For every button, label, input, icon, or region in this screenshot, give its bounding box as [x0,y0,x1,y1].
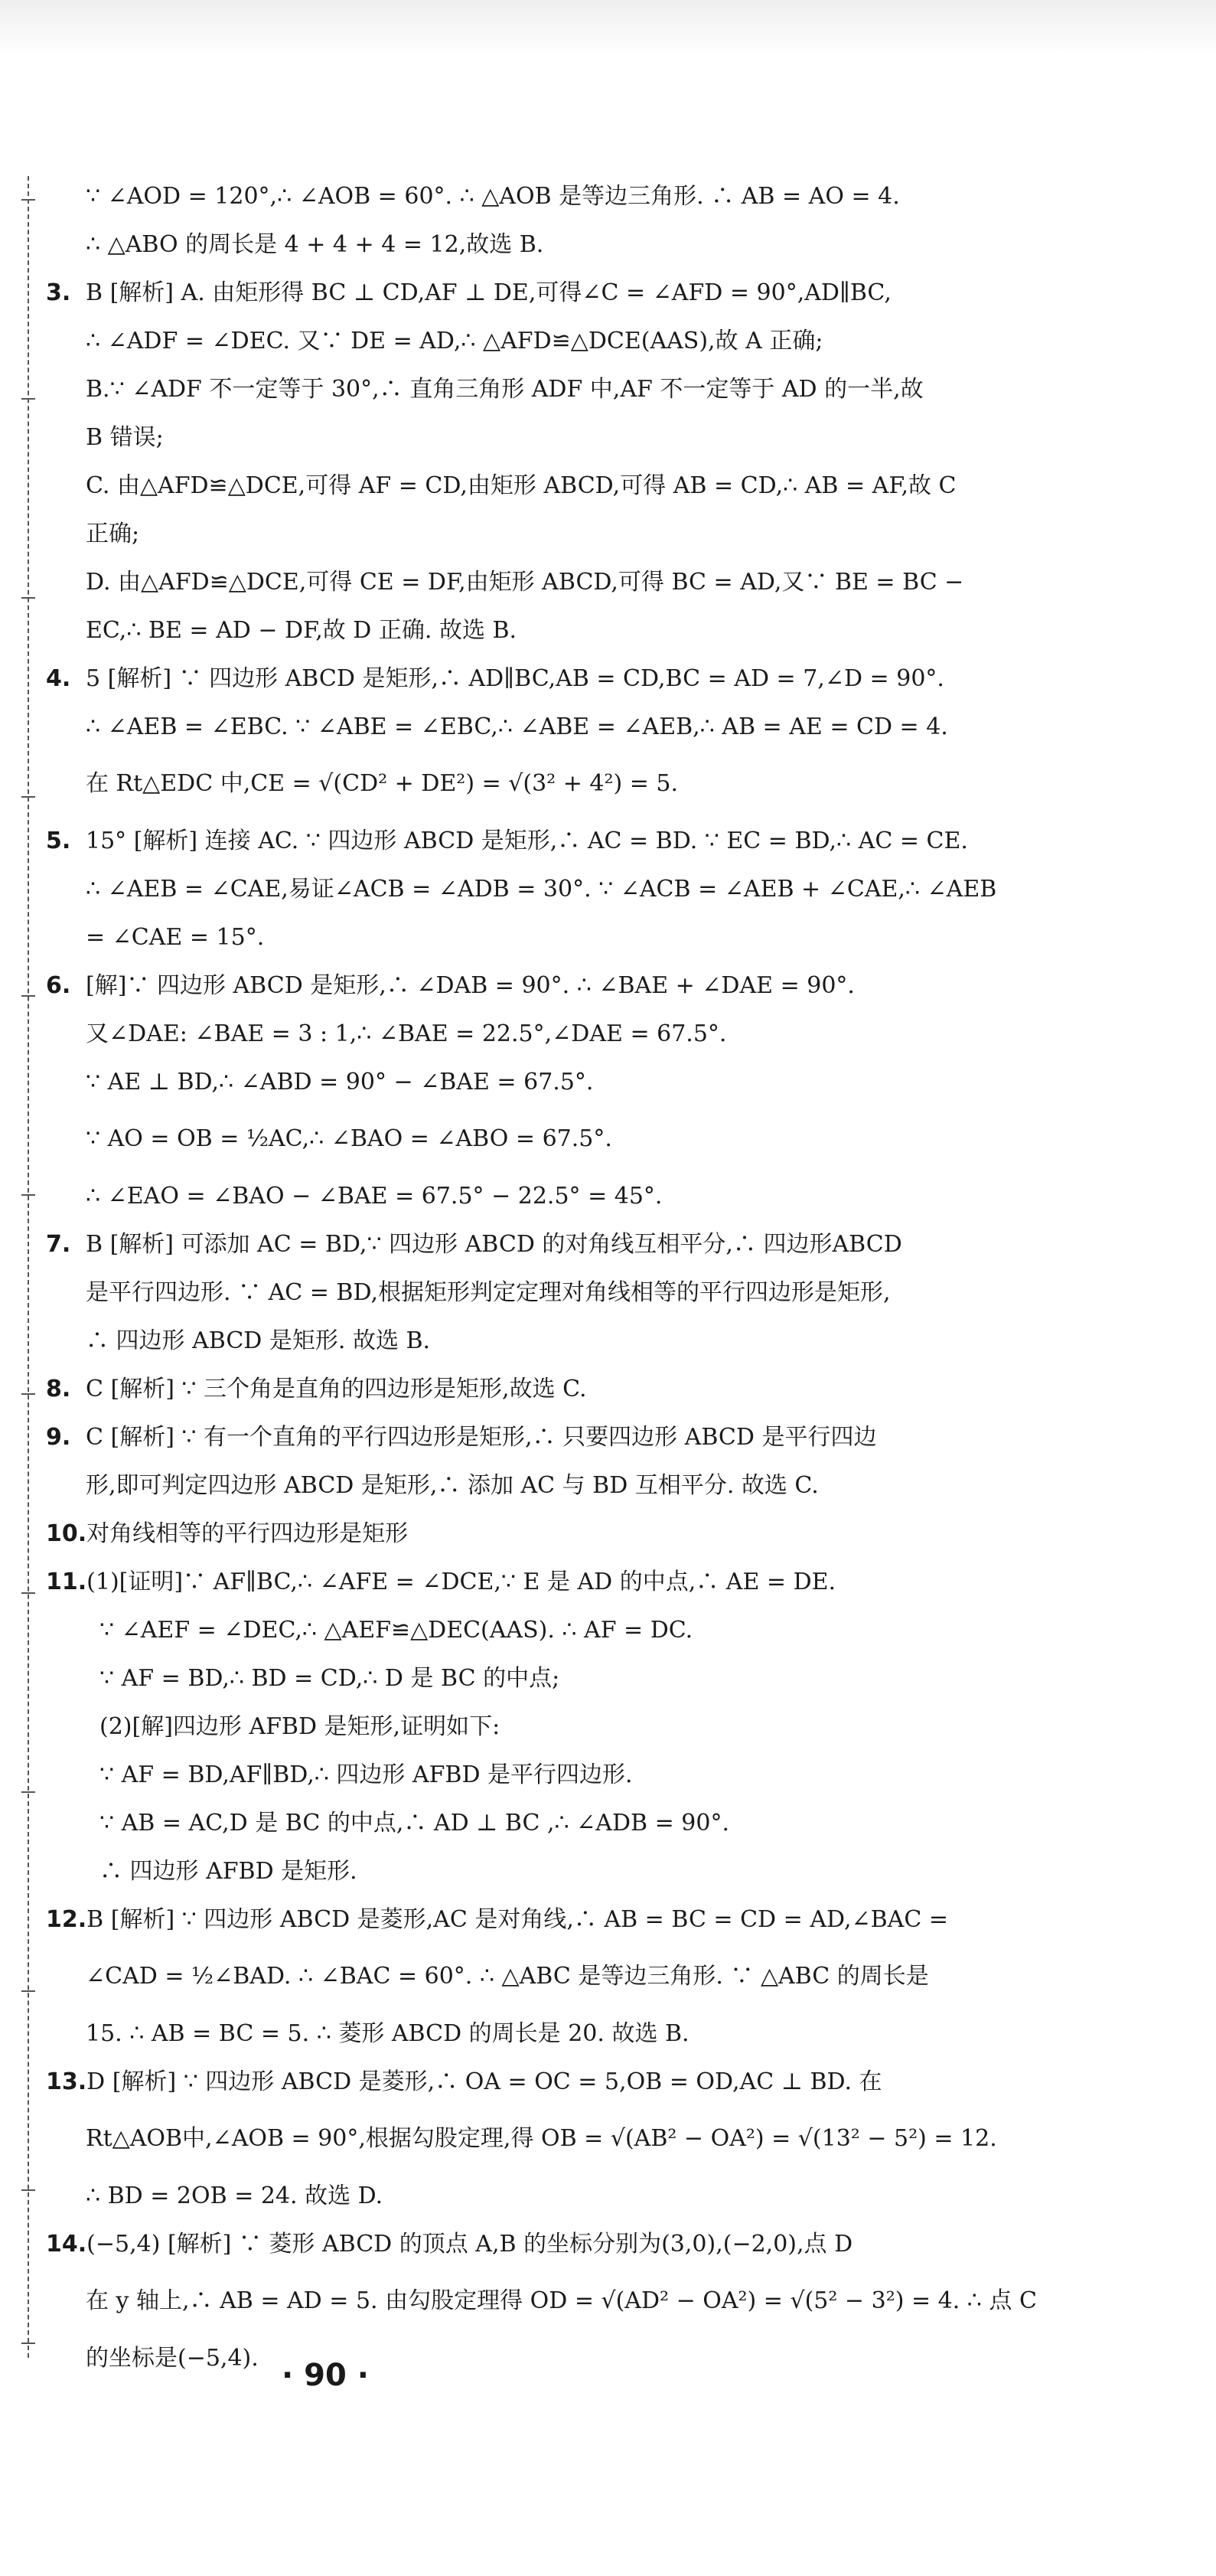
answer-line: EC,∴ BE = AD − DF,故 D 正确. 故选 B. [86,617,517,644]
question-number: 11. [46,1569,87,1595]
answer-line: C [解析] ∵ 有一个直角的平行四边形是矩形,∴ 只要四边形 ABCD 是平行四边 [86,1424,877,1451]
cut-line-tick [21,398,35,400]
answer-line: ∴ 四边形 AFBD 是矩形. [99,1858,357,1885]
answer-line: 对角线相等的平行四边形是矩形 [86,1520,409,1547]
answer-line: 正确; [86,521,140,547]
answer-line: ∵ AF = BD,AF∥BD,∴ 四边形 AFBD 是平行四边形. [99,1761,633,1788]
question-number: 7. [46,1231,71,1258]
cut-line-tick [21,1990,35,1992]
cut-line [28,176,29,2358]
answer-line: B [解析] A. 由矩形得 BC ⊥ CD,AF ⊥ DE,可得∠C = ∠AFD = 90°,AD∥BC, [86,279,892,306]
question-5 [46,817,1171,865]
answer-line: 在 y 轴上,∴ AB = AD = 5. 由勾股定理得 OD = √(AD² − OA²) = √(5² − 3²) = 4. ∴ 点 C [86,2287,1037,2314]
question-number: 6. [46,972,71,999]
question-7 [46,1220,1171,1268]
question-number: 13. [46,2068,87,2095]
answer-line: ∵ AE ⊥ BD,∴ ∠ABD = 90° − ∠BAE = 67.5°. [86,1069,594,1095]
answer-line: ∴ ∠ADF = ∠DEC. 又∵ DE = AD,∴ △AFD≌△DCE(AAS),故 A 正确; [86,328,823,354]
answer-line: ∵ ∠AOD = 120°,∴ ∠AOB = 60°. ∴ △AOB 是等边三角形. ∴ AB = AO = 4. [86,183,900,210]
question-number: 8. [46,1376,71,1402]
cut-line-tick [21,2189,35,2191]
answer-line: 15° [解析] 连接 AC. ∵ 四边形 ABCD 是矩形,∴ AC = BD. ∵ EC = BD,∴ AC = CE. [86,828,968,854]
answer-line: [解]∵ 四边形 ABCD 是矩形,∴ ∠DAB = 90°. ∴ ∠BAE + ∠DAE = 90°. [86,972,855,999]
answer-line: 的坐标是(−5,4). [86,2345,259,2372]
top-scan-strip [0,0,1216,54]
answer-line: B [解析] ∵ 四边形 ABCD 是菱形,AC 是对角线,∴ AB = BC = CD = AD,∠BAC = [86,1906,948,1933]
answer-line: 形,即可判定四边形 ABCD 是矩形,∴ 添加 AC 与 BD 互相平分. 故选 C. [86,1472,819,1499]
answer-line: B.∵ ∠ADF 不一定等于 30°,∴ 直角三角形 ADF 中,AF 不一定等于 AD 的一半,故 [86,376,924,403]
question-11 [46,1558,1171,1606]
cut-line-tick [21,995,35,997]
question-3 [46,269,1171,317]
answer-line: C [解析] ∵ 三个角是直角的四边形是矩形,故选 C. [86,1376,587,1402]
answer-line: (1)[证明]∵ AF∥BC,∴ ∠AFE = ∠DCE,∵ E 是 AD 的中点,∴ AE = DE. [86,1569,836,1595]
answer-line: 在 Rt△EDC 中,CE = √(CD² + DE²) = √(3² + 4²) = 5. [86,770,679,797]
answer-line: ∴ ∠EAO = ∠BAO − ∠BAE = 67.5° − 22.5° = 45°. [86,1183,663,1210]
question-4 [46,655,1171,703]
answer-line: C. 由△AFD≌△DCE,可得 AF = CD,由矩形 ABCD,可得 AB = CD,∴ AB = AF,故 C [86,472,957,499]
answer-content [46,172,1171,2382]
answer-line: 是平行四边形. ∵ AC = BD,根据矩形判定定理对角线相等的平行四边形是矩形, [86,1279,891,1306]
question-9 [46,1413,1171,1461]
question-number: 3. [46,279,71,306]
question-number: 14. [46,2231,87,2258]
question-number: 10. [46,1520,87,1547]
question-13 [46,2058,1171,2106]
answer-line: ∴ △ABO 的周长是 4 + 4 + 4 = 12,故选 B. [86,231,544,258]
answer-line: ∴ BD = 2OB = 24. 故选 D. [86,2183,383,2209]
answer-line: D [解析] ∵ 四边形 ABCD 是菱形,∴ OA = OC = 5,OB = OD,AC ⊥ BD. 在 [86,2068,882,2095]
question-10 [46,1510,1171,1558]
answer-line: ∵ AF = BD,∴ BD = CD,∴ D 是 BC 的中点; [99,1665,560,1692]
answer-line: ∴ ∠AEB = ∠EBC. ∵ ∠ABE = ∠EBC,∴ ∠ABE = ∠AEB,∴ AB = AE = CD = 4. [86,713,948,740]
answer-line: ∵ AO = OB = ½AC,∴ ∠BAO = ∠ABO = 67.5°. [86,1125,612,1152]
answer-line: 5 [解析] ∵ 四边形 ABCD 是矩形,∴ AD∥BC,AB = CD,BC = AD = 7,∠D = 90°. [86,665,944,692]
page-number: · 90 · [282,2358,369,2393]
question-8 [46,1365,1171,1413]
answer-line: D. 由△AFD≌△DCE,可得 CE = DF,由矩形 ABCD,可得 BC = AD,又∵ BE = BC − [86,569,964,596]
question-14 [46,2220,1171,2268]
cut-line-tick [21,1194,35,1196]
answer-line: (−5,4) [解析] ∵ 菱形 ABCD 的顶点 A,B 的坐标分别为(3,0),(−2,0),点 D [86,2231,853,2258]
answer-line: Rt△AOB中,∠AOB = 90°,根据勾股定理,得 OB = √(AB² − OA²) = √(13² − 5²) = 12. [86,2125,997,2152]
answer-line: = ∠CAE = 15°. [86,924,265,951]
answer-line: ∠CAD = ½∠BAD. ∴ ∠BAC = 60°. ∴ △ABC 是等边三角形. ∵ △ABC 的周长是 [86,1963,929,1990]
answer-line: B [解析] 可添加 AC = BD,∵ 四边形 ABCD 的对角线互相平分,∴ 四边形ABCD [86,1231,902,1258]
answer-line: 15. ∴ AB = BC = 5. ∴ 菱形 ABCD 的周长是 20. 故选 B. [86,2020,690,2047]
answer-line: ∴ ∠AEB = ∠CAE,易证∠ACB = ∠ADB = 30°. ∵ ∠ACB = ∠AEB + ∠CAE,∴ ∠AEB [86,876,997,903]
question-number: 4. [46,665,71,692]
question-12 [46,1895,1171,1944]
cut-line-tick [21,796,35,798]
answer-line: (2)[解]四边形 AFBD 是矩形,证明如下: [99,1713,500,1740]
answer-line: ∴ 四边形 ABCD 是矩形. 故选 B. [86,1327,431,1354]
cut-line-tick [21,199,35,201]
answer-line: ∵ ∠AEF = ∠DEC,∴ △AEF≌△DEC(AAS). ∴ AF = DC. [99,1617,693,1644]
answer-line: ∵ AB = AC,D 是 BC 的中点,∴ AD ⊥ BC ,∴ ∠ADB = 90°. [99,1810,729,1837]
question-6 [46,962,1171,1010]
question-number: 5. [46,828,71,854]
cut-line-tick [21,1393,35,1395]
question-number: 12. [46,1906,87,1933]
answer-line: 又∠DAE: ∠BAE = 3 : 1,∴ ∠BAE = 22.5°,∠DAE = 67.5°. [86,1020,727,1047]
question-number: 9. [46,1424,71,1451]
cut-line-tick [21,1592,35,1594]
answer-line: B 错误; [86,424,164,451]
cut-line-tick [21,1791,35,1793]
cut-line-tick [21,2343,35,2344]
cut-line-tick [21,597,35,599]
